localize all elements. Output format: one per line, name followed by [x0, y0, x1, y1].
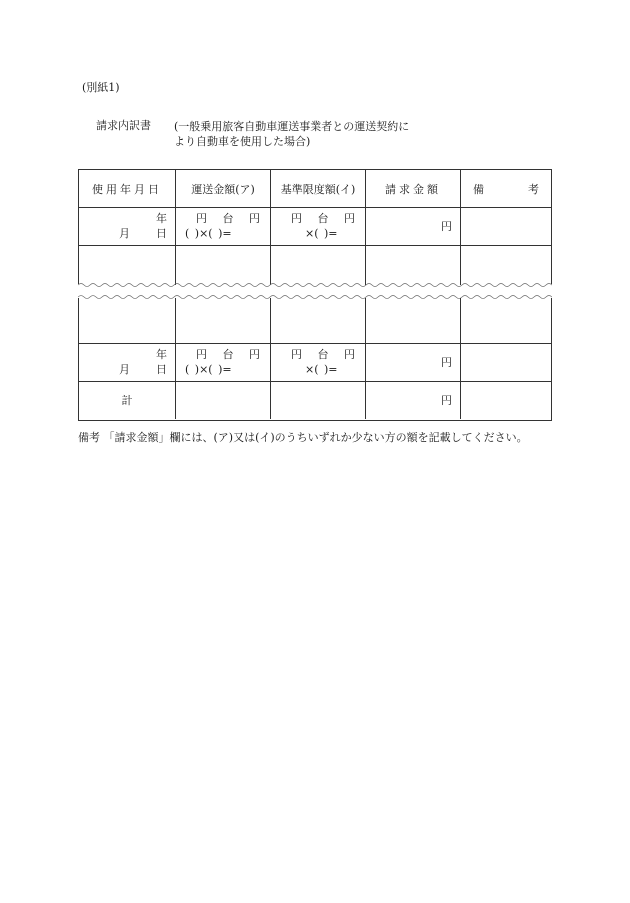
limit-formula: ×( )= [305, 363, 338, 376]
table-row-empty [79, 298, 551, 344]
total-yen-label: 円 [441, 394, 452, 407]
limit-cell-empty[interactable] [270, 298, 365, 343]
fare-units-label: 台 [222, 348, 234, 361]
day-label: 日 [156, 227, 167, 240]
fare-yen-label-2: 円 [249, 212, 260, 225]
total-remarks-cell[interactable] [460, 382, 551, 419]
remarks-cell-empty[interactable] [460, 298, 551, 343]
total-fare-cell[interactable] [175, 382, 270, 419]
fare-cell[interactable] [175, 208, 270, 245]
claim-cell-empty[interactable] [365, 246, 460, 285]
table-header-row [79, 170, 551, 208]
total-label-cell [79, 382, 175, 419]
fare-units-label: 台 [222, 212, 234, 225]
table-total-row [79, 382, 551, 419]
table-row-empty [79, 246, 551, 285]
fare-yen-label: 円 [196, 212, 207, 225]
limit-yen-label: 円 [291, 348, 302, 361]
total-label: 計 [121, 394, 133, 407]
fare-cell[interactable] [175, 344, 270, 381]
claim-cell[interactable] [365, 344, 460, 381]
claim-cell-empty[interactable] [365, 298, 460, 343]
year-label: 年 [156, 212, 167, 225]
day-label: 日 [156, 363, 167, 376]
month-label: 月 [119, 227, 130, 240]
month-label: 月 [119, 363, 130, 376]
limit-cell-empty[interactable] [270, 246, 365, 285]
claim-table-upper [78, 169, 552, 284]
claim-yen-label: 円 [441, 220, 452, 233]
year-label: 年 [156, 348, 167, 361]
limit-yen-label: 円 [291, 212, 302, 225]
header-limit: 基準限度額(イ) [270, 170, 365, 207]
limit-units-label: 台 [317, 348, 329, 361]
sheet-label: (別紙1) [82, 81, 120, 94]
remarks-cell[interactable] [460, 208, 551, 245]
limit-formula: ×( )= [305, 227, 338, 240]
header-remarks [460, 170, 551, 207]
claim-yen-label: 円 [441, 356, 452, 369]
remarks-cell[interactable] [460, 344, 551, 381]
document-title: 請求内訳書 [96, 119, 151, 132]
header-fare: 運送金額(ア) [175, 170, 270, 207]
limit-units-label: 台 [317, 212, 329, 225]
claim-cell[interactable] [365, 208, 460, 245]
total-limit-cell[interactable] [270, 382, 365, 419]
total-claim-cell[interactable] [365, 382, 460, 419]
fare-yen-label: 円 [196, 348, 207, 361]
fare-units [196, 212, 260, 225]
limit-cell[interactable] [270, 344, 365, 381]
limit-units [291, 212, 355, 225]
header-usage-date: 使用年月日 [92, 182, 162, 196]
limit-units [291, 348, 355, 361]
date-cell-empty[interactable] [79, 298, 175, 343]
subtitle-line-2: より自動車を使用した場合) [174, 135, 311, 148]
fare-units [196, 348, 260, 361]
fare-cell-empty[interactable] [175, 298, 270, 343]
table-row [79, 344, 551, 382]
limit-yen-label-2: 円 [344, 348, 355, 361]
fare-formula: ( )×( )= [185, 227, 232, 240]
document-subtitle [174, 119, 409, 149]
remarks-cell-empty[interactable] [460, 246, 551, 285]
limit-yen-label-2: 円 [344, 212, 355, 225]
remark-note: 備考 「請求金額」欄には、(ア)又は(イ)のうちいずれか少ない方の額を記載してください。 [78, 431, 528, 444]
claim-table-lower [78, 298, 552, 421]
date-cell[interactable] [79, 344, 175, 381]
subtitle-line-1: (一般乗用旅客自動車運送事業者との運送契約に [174, 120, 410, 133]
header-claim-amount: 請求金額 [365, 170, 460, 207]
table-row [79, 208, 551, 246]
header-remarks-right: 考 [528, 182, 539, 196]
fare-cell-empty[interactable] [175, 246, 270, 285]
limit-cell[interactable] [270, 208, 365, 245]
date-cell-empty[interactable] [79, 246, 175, 285]
fare-yen-label-2: 円 [249, 348, 260, 361]
header-remarks-left: 備 [473, 182, 484, 196]
date-cell[interactable] [79, 208, 175, 245]
fare-formula: ( )×( )= [185, 363, 232, 376]
